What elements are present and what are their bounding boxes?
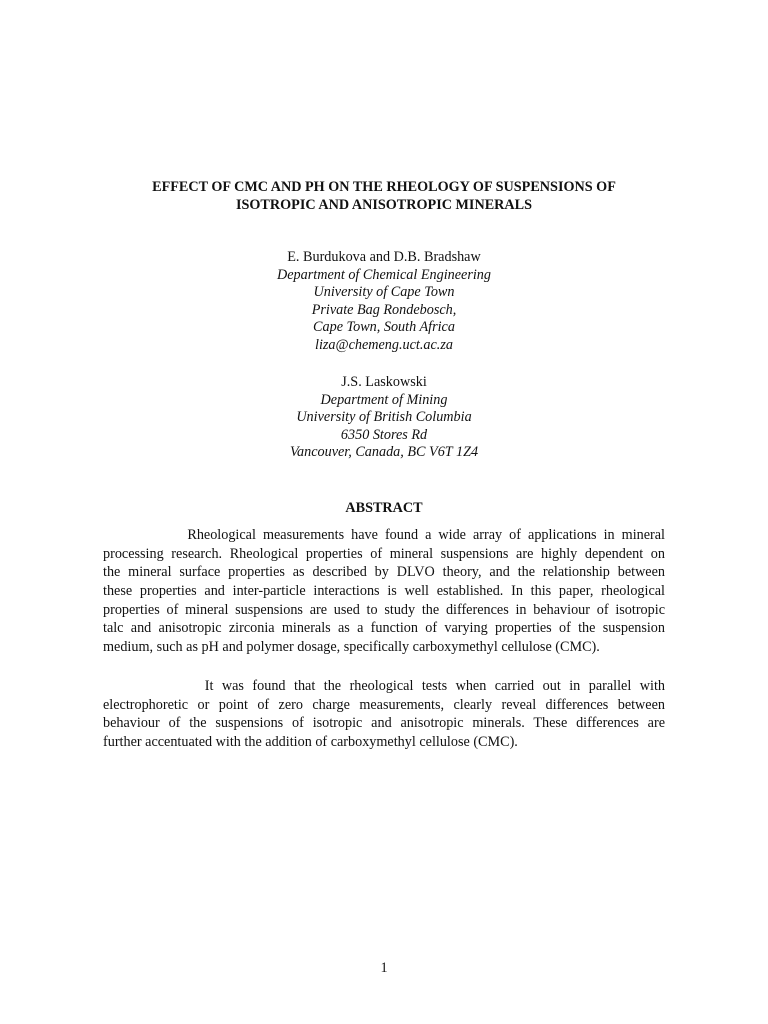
abstract-paragraph-1 — [103, 526, 665, 657]
author-block-2 — [0, 374, 768, 462]
affiliation-city: Cape Town, South Africa — [313, 319, 455, 336]
paper-title — [0, 178, 768, 214]
abstract-line: these properties and inter-particle interactions is well established. In this paper, rheological — [103, 583, 665, 600]
abstract-line: behaviour of the suspensions of isotropic and anisotropic minerals. These differences are — [103, 715, 665, 732]
abstract-line: the mineral surface properties as described by DLVO theory, and the relationship between — [103, 564, 665, 581]
affiliation-address: Private Bag Rondebosch, — [311, 301, 457, 318]
affiliation-address-2: 6350 Stores Rd — [340, 426, 428, 443]
affiliation-department-2: Department of Mining — [320, 391, 448, 408]
abstract-line: further accentuated with the addition of carboxymethyl cellulose (CMC). — [103, 734, 518, 751]
author-block-1 — [0, 249, 768, 355]
title-line-1: EFFECT OF CMC AND PH ON THE RHEOLOGY OF SUSPENSIONS OF — [152, 179, 616, 195]
title-line-2: ISOTROPIC AND ANISOTROPIC MINERALS — [235, 197, 533, 213]
abstract-line: medium, such as pH and polymer dosage, specifically carboxymethyl cellulose (CMC). — [103, 639, 600, 656]
affiliation-university: University of Cape Town — [313, 284, 455, 301]
page-number: 1 — [380, 960, 388, 976]
abstract-line: Rheological measurements have found a wide array of applications in mineral — [103, 527, 665, 543]
abstract-line: It was found that the rheological tests when carried out in parallel with — [103, 678, 665, 694]
affiliation-university-2: University of British Columbia — [296, 409, 472, 426]
author-names-1: E. Burdukova and D.B. Bradshaw — [287, 249, 481, 265]
abstract-line: electrophoretic or point of zero charge measurements, clearly reveal differences between — [103, 696, 665, 713]
abstract-line: properties of mineral suspensions are used to study the differences in behaviour of isotropic — [103, 601, 665, 618]
author-names-2: J.S. Laskowski — [341, 374, 427, 390]
abstract-line: talc and anisotropic zirconia minerals as a function of varying properties of the suspension — [103, 620, 665, 637]
abstract-paragraph-2 — [103, 677, 665, 752]
affiliation-city-2: Vancouver, Canada, BC V6T 1Z4 — [289, 444, 479, 461]
abstract-heading: ABSTRACT — [345, 500, 423, 516]
affiliation-department: Department of Chemical Engineering — [277, 266, 491, 283]
affiliation-email: liza@chemeng.uct.ac.za — [315, 336, 453, 353]
abstract-line: processing research. Rheological properties of mineral suspensions are highly dependent on — [103, 545, 665, 562]
